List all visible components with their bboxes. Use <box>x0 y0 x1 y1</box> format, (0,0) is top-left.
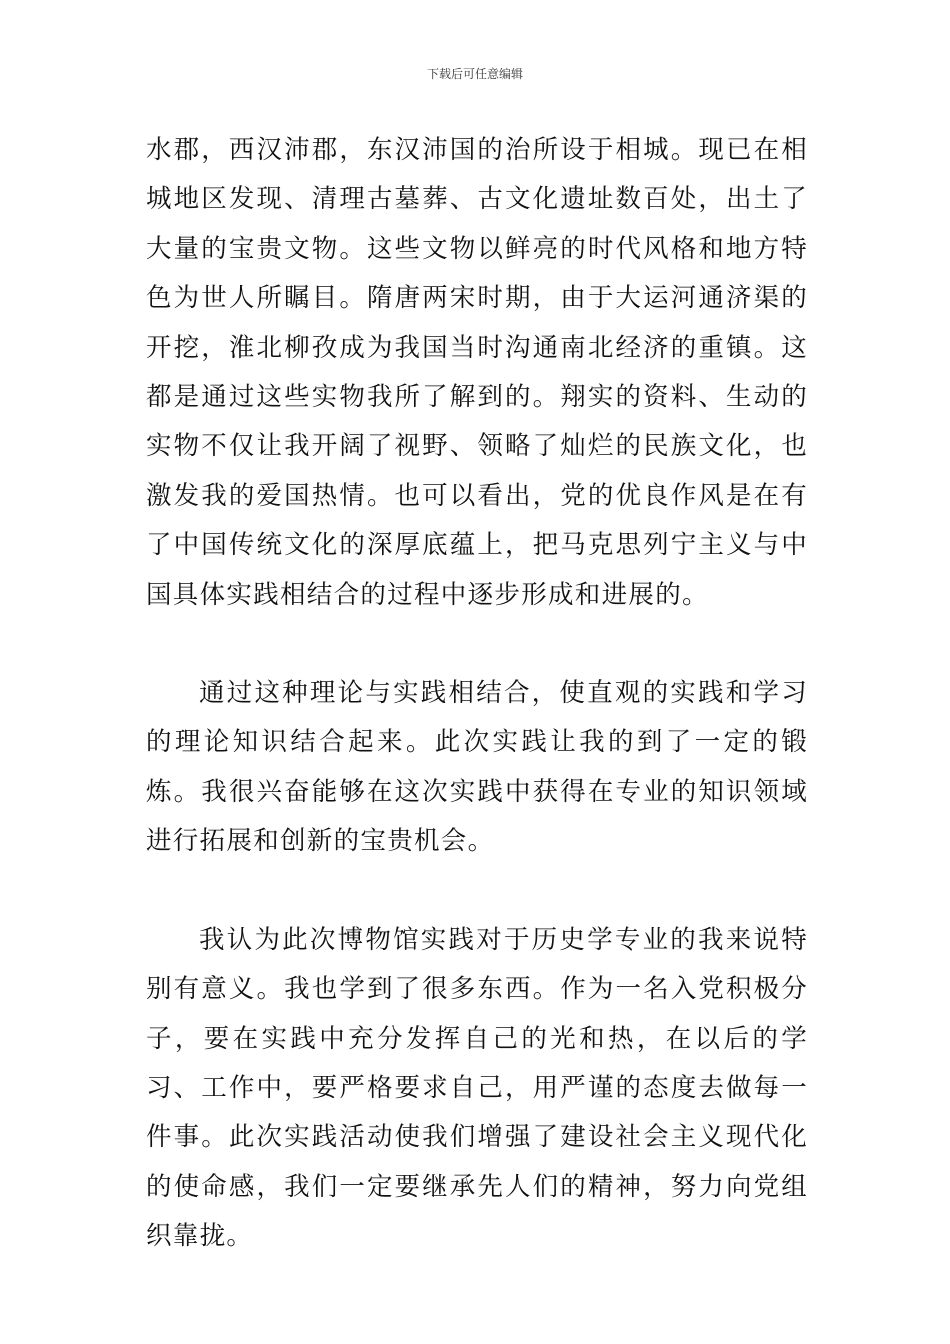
paragraph-1: 水郡，西汉沛郡，东汉沛国的治所设于相城。现已在相城地区发现、清理古墓葬、古文化遗址数百处，出土了大量的宝贵文物。这些文物以鲜亮的时代风格和地方特色为世人所瞩目。隋唐两宋时期，由于大运河通济渠的开挖，淮北柳孜成为我国当时沟通南北经济的重镇。这都是通过这些实物我所了解到的。翔实的资料、生动的实物不仅让我开阔了视野、领略了灿烂的民族文化，也激发我的爱国热情。也可以看出，党的优良作风是在有了中国传统文化的深厚底蕴上，把马克思列宁主义与中国具体实践相结合的过程中逐步形成和进展的。 <box>146 135 808 610</box>
page-header: 下载后可任意编辑 <box>426 67 523 81</box>
paragraph-3: 我认为此次博物馆实践对于历史学专业的我来说特别有意义。我也学到了很多东西。作为一名入党积极分子，要在实践中充分发挥自己的光和热，在以后的学习、工作中，要严格要求自己，用严谨的态度去做每一件事。此次实践活动使我们增强了建设社会主义现代化的使命感，我们一定要继承先人们的精神，努力向党组织靠拢。 <box>146 924 808 1252</box>
document-body <box>146 126 808 1262</box>
paragraph-2: 通过这种理论与实践相结合，使直观的实践和学习的理论知识结合起来。此次实践让我的到了一定的锻炼。我很兴奋能够在这次实践中获得在专业的知识领域进行拓展和创新的宝贵机会。 <box>146 678 808 857</box>
